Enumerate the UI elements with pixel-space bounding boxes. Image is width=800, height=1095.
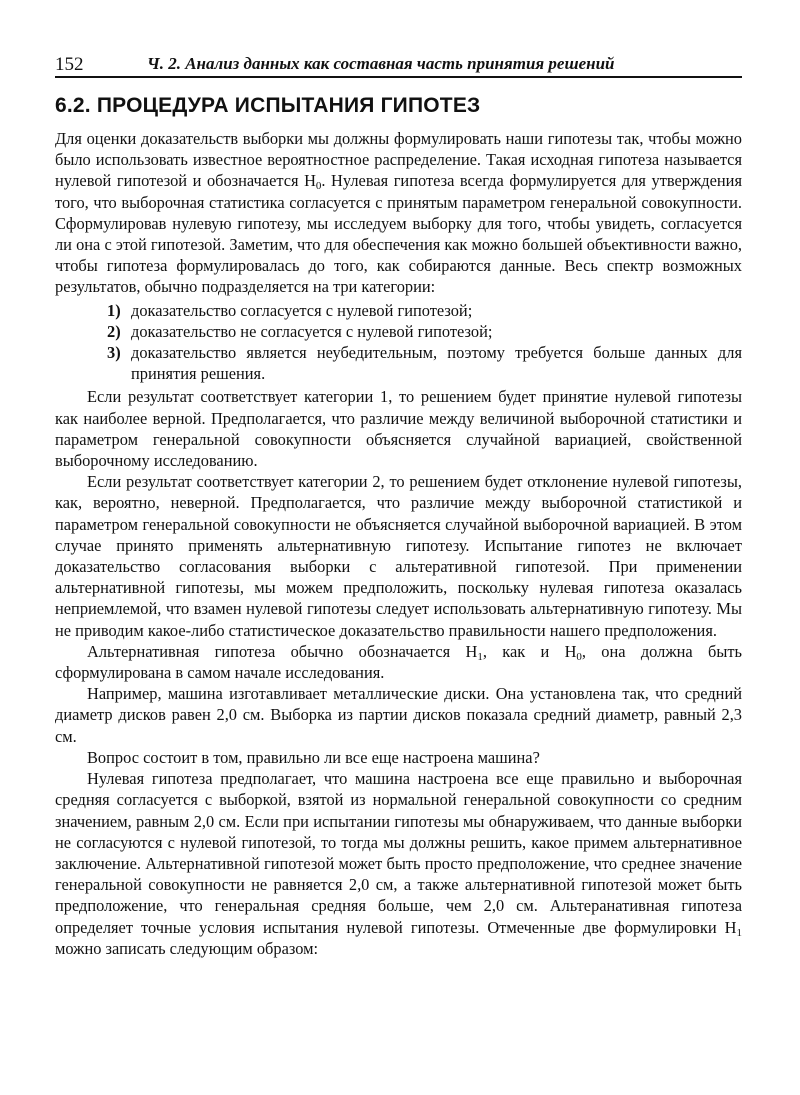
list-item: 3) доказательство является неубедительным, поэтому требуется больше данных для принятия решения. — [107, 343, 742, 384]
running-header — [55, 52, 742, 78]
list-item: 2) доказательство не согласуется с нулевой гипотезой; — [107, 321, 493, 341]
paragraph-category-1: Если результат соответствует категории 1, то решением будет принятие нулевой гипотезы как наиболее верной. Предполагается, что различие между величиной выборочной статистики и параметром генеральной совокупности объясняется случайной вариацией, свойственной выборочному исследованию. — [55, 387, 742, 471]
paragraph-null-hypothesis: Для оценки доказательств выборки мы должны формулировать наши гипотезы так, чтобы можно было использовать известное вероятностное распределение. Такая исходная гипотеза называется нулевой гипотезой и обозначается $H_0$. Нулевая гипотеза всегда формулируется для утверждения того, что выборочная статистика согласуется с принятым параметром генеральной совокупности. Сформулировав нулевую гипотезу, мы исследуем выборку для того, чтобы увидеть, согласуется ли она с этой гипотезой. Заметим, что для обеспечения как можно большей объективности важно, чтобы гипотеза формулировалась до того, как собираются данные. Весь спектр возможных результатов, обычно подразделяется на три категории: — [55, 129, 742, 297]
paragraph-category-2: Если результат соответствует категории 2, то решением будет отклонение нулевой гипотезы, как, вероятно, неверной. Предполагается, что различие между выборочной статистикой и параметром генеральной совокупности не объясняется случайной выборочной вариацией. В этом случае принято применять альтернативную гипотезу. Испытание гипотез не включает доказательство согласования выборки с альтеративной гипотезой. При применении альтернативной гипотезы, мы можем предположить, поскольку нулевая гипотеза оказалась неприемлемой, что взамен нулевой гипотезы следует использовать альтернативную гипотезу. Мы не приводим какое-либо статистическое доказательство правильности нашего предположения. — [55, 472, 742, 640]
paragraph-null-example: Нулевая гипотеза предполагает, что машина настроена все еще правильно и выборочная средняя согласуется с выборкой, взятой из нормальной генеральной совокупности со средним значением, равным 2,0 см. Если при испытании гипотезы мы обнаруживаем, что данные выборки не согласуются с нулевой гипотезой, то тогда мы должны решить, какое примем альтернативное заключение. Альтернативной гипотезой может быть просто предположение, что среднее значение генеральной совокупности не равняется 2,0 см, а также альтернативной гипотезой может быть предположение, что генеральная средняя больше, чем 2,0 см. Альтеранативная гипотеза определяет точные условия испытания нулевой гипотезы. Отмеченные две формулировки $H_1$ можно записать следующим образом: — [55, 769, 742, 958]
page-number: 152 — [55, 54, 84, 75]
list-item: 1) доказательство согласуется с нулевой гипотезой; — [107, 300, 473, 320]
paragraph-question: Вопрос состоит в том, правильно ли все еще настроена машина? — [87, 747, 540, 767]
outcome-categories-list — [55, 300, 742, 385]
paragraph-alternative-notation: Альтернативная гипотеза обычно обозначается $H_1$, как и $H_0$, она должна быть сформулирована в самом начале исследования. — [55, 641, 742, 683]
running-title: Ч. 2. Анализ данных как составная часть принятия решений — [147, 54, 615, 73]
body-text — [55, 128, 742, 959]
paragraph-example-machine: Например, машина изготавливает металлические диски. Она установлена так, что средний диаметр дисков равен 2,0 см. Выборка из партии дисков показала средний диаметр, равный 2,3 см. — [55, 684, 742, 746]
section-title: 6.2. ПРОЦЕДУРА ИСПЫТАНИЯ ГИПОТЕЗ — [55, 94, 481, 117]
